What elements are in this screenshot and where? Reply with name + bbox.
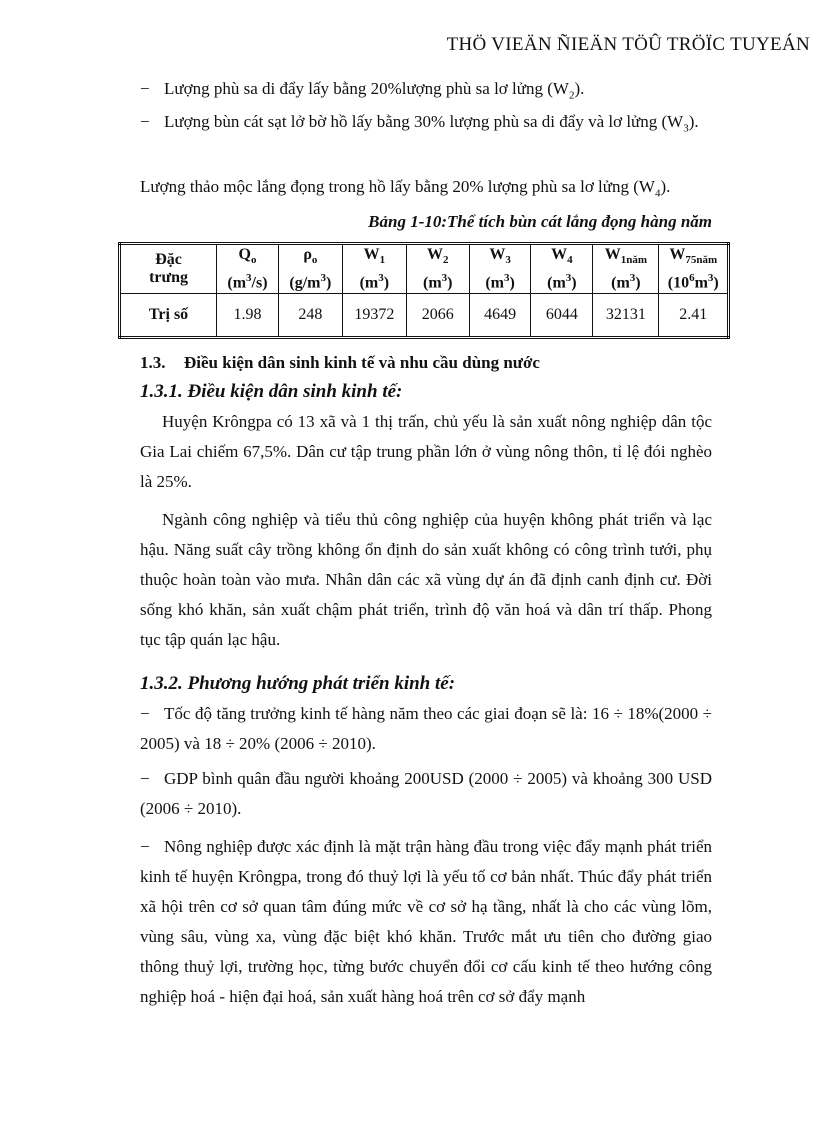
paragraph-population: Huyện Krôngpa có 13 xã và 1 thị trấn, chủ yếu là sản xuất nông nghiệp dân tộc Gia Lai chiếm 67,5%. Dân cư tập trung phần lớn ở vùng nông thôn, tỉ lệ đói nghèo là 25%.	[140, 412, 712, 491]
bullet-agriculture	[140, 832, 712, 1012]
page-header: THÖ VIEÄN ÑIEÄN TÖÛ TRÖÏC TUYEÁN	[446, 34, 810, 55]
bullet-text: GDP bình quân đầu người khoảng 200USD (2000 ÷ 2005) và khoảng 300 USD (2006 ÷ 2010).	[140, 769, 712, 818]
bullet-bank-erosion: − Lượng bùn cát sạt lở bờ hồ lấy bằng 30% lượng phù sa di đẩy và lơ lửng $(W_3)$.	[140, 107, 712, 143]
dash-marker: −	[140, 837, 150, 856]
table-row	[120, 294, 729, 338]
bullet-text: Tốc độ tăng trưởng kinh tế hàng năm theo các giai đoạn sẽ là: 16 ÷ 18%(2000 ÷ 2005) và 18 ÷ 20% (2006 ÷ 2010).	[140, 704, 712, 753]
bullet-bedload: − Lượng phù sa di đẩy lấy bằng 20%lượng phù sa lơ lửng $(W_2)$.	[140, 74, 712, 110]
header-w75nam: $W_{75năm}$ $(10^6m^3)$	[659, 244, 729, 294]
cell-q0: 1.98	[217, 294, 279, 338]
bullet-gdp	[140, 764, 712, 824]
cell-w2: 2066	[406, 294, 469, 338]
row-label: Trị số	[120, 294, 217, 338]
dash-marker: −	[140, 769, 150, 788]
header-w2: $W_2$ $(m^3)$	[406, 244, 469, 294]
header-w3: $W_3$ $(m^3)$	[469, 244, 531, 294]
dash-marker: −	[140, 112, 150, 131]
section-heading-1-3-2: 1.3.2. Phương hướng phát triển kinh tế:	[140, 673, 456, 694]
bullet-text: Nông nghiệp được xác định là mặt trận hàng đầu trong việc đẩy mạnh phát triển kinh tế huyện Krôngpa, trong đó thuỷ lợi là yếu tố cơ bản nhất. Thúc đẩy phát triển xã hội trên cơ sở quan tâm đúng mức về cơ sở hạ tầng, nhất là cho các vùng lõm, vùng sâu, vùng xa, vùng đặc biệt khó khăn. Trước mắt ưu tiên cho đường giao thông thuỷ lợi, trường học, từng bước chuyển đổi cơ cấu kinh tế theo hướng công nghiệp hoá - hiện đại hoá, sản xuất hàng hoá trên cơ sở đẩy mạnh	[140, 837, 712, 1006]
header-q0: $Q_o$ $(m^3/s)$	[217, 244, 279, 294]
cell-w4: 6044	[531, 294, 593, 338]
dash-marker: −	[140, 79, 150, 98]
cell-w1nam: 32131	[593, 294, 659, 338]
cell-w1: 19372	[342, 294, 406, 338]
section-heading-1-3-1: 1.3.1. Điều kiện dân sinh kinh tế:	[140, 381, 403, 402]
paragraph-organic-deposit: Lượng thảo mộc lắng đọng trong hồ lấy bằng 20% lượng phù sa lơ lửng $(W_4)$.	[140, 177, 671, 200]
bullet-text: Lượng phù sa di đẩy lấy bằng 20%lượng phù sa lơ lửng (W	[164, 79, 569, 98]
dash-marker: −	[140, 704, 150, 723]
section-heading-1-3: 1.3. Điều kiện dân sinh kinh tế và nhu cầu dùng nước	[140, 353, 540, 372]
header-characteristic: Đặc trưng	[120, 244, 217, 294]
header-w1: $W_1$ $(m^3)$	[342, 244, 406, 294]
table-caption: Bảng 1-10:Thể tích bùn cát lắng đọng hàng năm	[368, 212, 712, 231]
paragraph-industry: Ngành công nghiệp và tiểu thủ công nghiệp của huyện không phát triển và lạc hậu. Năng suất cây trồng không ổn định do sản xuất không có công trình tưới, phụ thuộc hoàn toàn vào mưa. Nhân dân các xã vùng dự án đã định canh định cư. Đời sống khó khăn, sản xuất chậm phát triển, trình độ văn hoá và dân trí thấp. Phong tục tập quán lạc hậu.	[140, 510, 712, 649]
cell-w3: 4649	[469, 294, 531, 338]
sediment-volume-table	[118, 242, 730, 339]
bullet-text: Lượng bùn cát sạt lở bờ hồ lấy bằng 30% lượng phù sa di đẩy và lơ lửng (W	[164, 112, 684, 131]
header-w4: $W_4$ $(m^3)$	[531, 244, 593, 294]
header-w1nam: $W_{1năm}$ $(m^3)$	[593, 244, 659, 294]
cell-rho0: 248	[278, 294, 342, 338]
table-header-row	[120, 244, 729, 294]
bullet-growth-rate	[140, 699, 712, 759]
header-rho0: $\rho_o$ $(g/m^3)$	[278, 244, 342, 294]
cell-w75nam: 2.41	[659, 294, 729, 338]
